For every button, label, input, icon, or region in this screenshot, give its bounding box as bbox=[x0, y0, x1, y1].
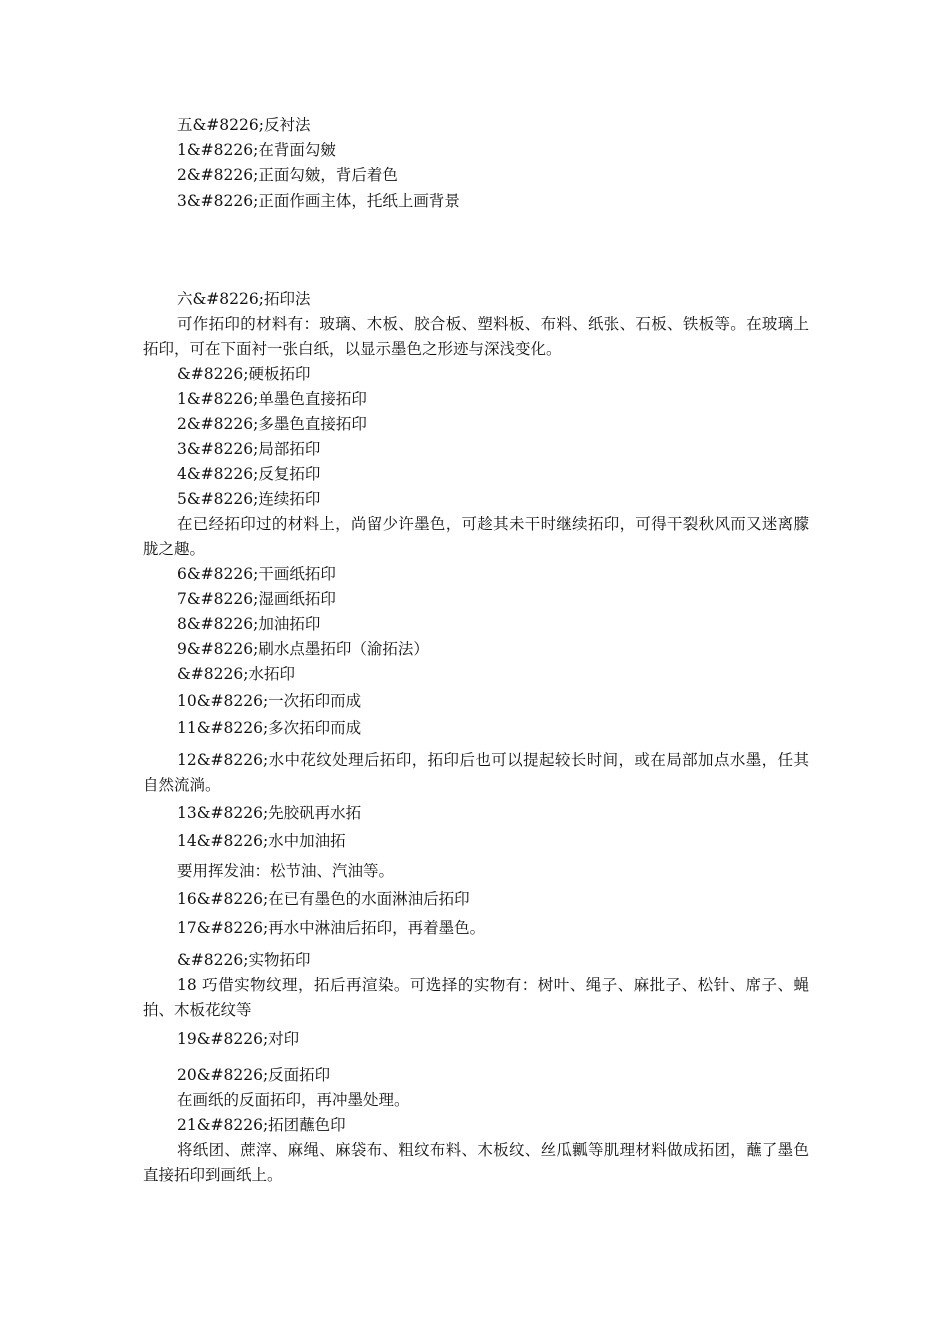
text-line: 8&#8226;加油拓印 bbox=[177, 615, 321, 633]
section-heading: 六&#8226;拓印法 bbox=[177, 290, 311, 308]
text-line: 2&#8226;多墨色直接拓印 bbox=[177, 415, 367, 433]
text-line: 3&#8226;正面作画主体，托纸上画背景 bbox=[177, 192, 460, 210]
text-line: 在画纸的反面拓印，再冲墨处理。 bbox=[177, 1091, 410, 1109]
text-line: 20&#8226;反面拓印 bbox=[177, 1066, 331, 1084]
paragraph: 12&#8226;水中花纹处理后拓印，拓印后也可以提起较长时间，或在局部加点水墨，任其自然流淌。 bbox=[143, 751, 809, 794]
text-line: 4&#8226;反复拓印 bbox=[177, 465, 321, 483]
paragraph: 18 巧借实物纹理，拓后再渲染。可选择的实物有：树叶、绳子、麻批子、松针、席子、蝇拍、木板花纹等 bbox=[143, 976, 809, 1019]
subheading: &#8226;实物拓印 bbox=[177, 951, 311, 969]
subheading: &#8226;水拓印 bbox=[177, 665, 295, 683]
text-line: 9&#8226;刷水点墨拓印（渝拓法） bbox=[177, 640, 429, 658]
text-line: 要用挥发油：松节油、汽油等。 bbox=[177, 862, 395, 880]
text-line: 16&#8226;在已有墨色的水面淋油后拓印 bbox=[177, 890, 470, 908]
text-line: 7&#8226;湿画纸拓印 bbox=[177, 590, 336, 608]
paragraph: 可作拓印的材料有：玻璃、木板、胶合板、塑料板、布料、纸张、石板、铁板等。在玻璃上拓印，可在下面衬一张白纸，以显示墨色之形迹与深浅变化。 bbox=[143, 315, 809, 358]
text-line: 1&#8226;在背面勾皴 bbox=[177, 141, 336, 159]
text-line: 13&#8226;先胶矾再水拓 bbox=[177, 804, 362, 822]
text-line: 19&#8226;对印 bbox=[177, 1030, 300, 1048]
text-line: 21&#8226;拓团蘸色印 bbox=[177, 1116, 346, 1134]
text-line: 11&#8226;多次拓印而成 bbox=[177, 719, 362, 737]
text-line: 5&#8226;连续拓印 bbox=[177, 490, 321, 508]
text-line: 17&#8226;再水中淋油后拓印，再着墨色。 bbox=[177, 919, 486, 937]
text-line: 10&#8226;一次拓印而成 bbox=[177, 692, 362, 710]
paragraph: 在已经拓印过的材料上，尚留少许墨色，可趁其未干时继续拓印，可得干裂秋风而又迷离朦胧之趣。 bbox=[143, 515, 809, 558]
text-line: 6&#8226;干画纸拓印 bbox=[177, 565, 336, 583]
text-line: 3&#8226;局部拓印 bbox=[177, 440, 321, 458]
section-heading: 五&#8226;反衬法 bbox=[177, 116, 311, 134]
text-line: 14&#8226;水中加油拓 bbox=[177, 832, 346, 850]
text-line: 1&#8226;单墨色直接拓印 bbox=[177, 390, 367, 408]
subheading: &#8226;硬板拓印 bbox=[177, 365, 311, 383]
paragraph: 将纸团、蔗滓、麻绳、麻袋布、粗纹布料、木板纹、丝瓜瓤等肌理材料做成拓团，蘸了墨色直接拓印到画纸上。 bbox=[143, 1141, 809, 1184]
text-line: 2&#8226;正面勾皴，背后着色 bbox=[177, 166, 398, 184]
